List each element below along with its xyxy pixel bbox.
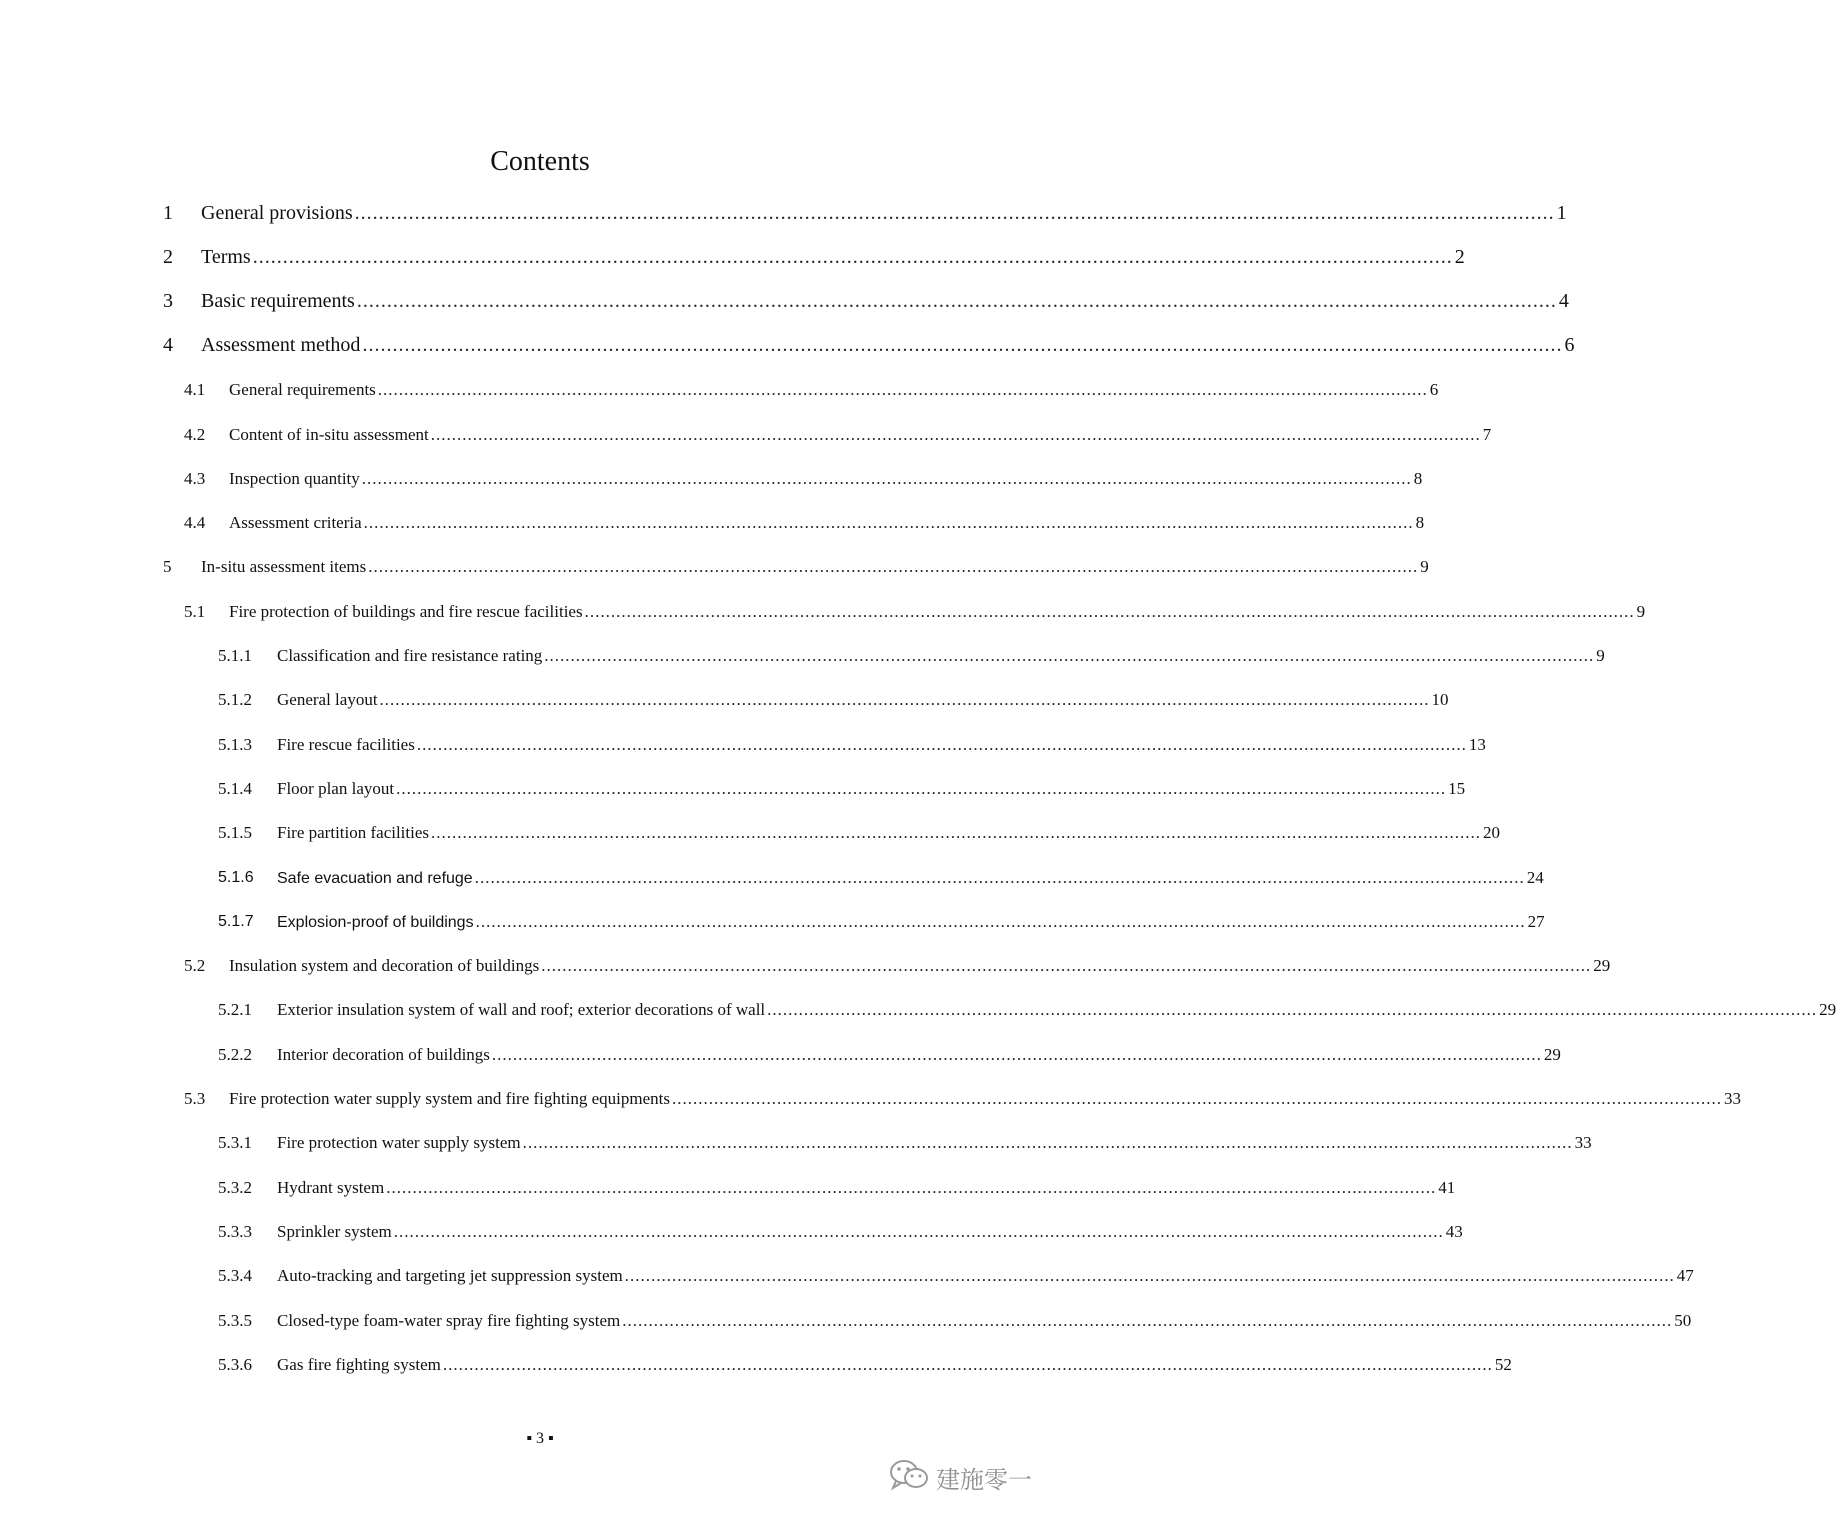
- toc-leader-dots: ........................................................................................................................................................................................................: [362, 334, 1563, 357]
- toc-entry[interactable]: [0, 678, 1449, 722]
- toc-page-number: 13: [1468, 734, 1486, 754]
- toc-label: Basic requirements: [201, 290, 355, 313]
- toc-label: Fire protection of buildings and fire rescue facilities: [229, 601, 583, 621]
- toc-label: Fire partition facilities: [277, 823, 430, 843]
- toc-number: 5.3.3: [218, 1221, 252, 1241]
- toc-label: General provisions: [201, 201, 353, 224]
- toc-label: General requirements: [229, 380, 376, 400]
- toc-entry[interactable]: [0, 723, 1486, 767]
- page-number: ▪ 3 ▪: [526, 1430, 554, 1447]
- toc-page-number: 43: [1445, 1221, 1463, 1241]
- toc-entry[interactable]: [0, 191, 1567, 235]
- toc-label: Insulation system and decoration of buildings: [229, 956, 540, 976]
- toc-entry[interactable]: [0, 1166, 1456, 1210]
- toc-leader-dots: ........................................................................................................................................................................................................: [622, 1310, 1673, 1330]
- toc-label: Fire protection water supply system and fire fighting equipments: [229, 1089, 670, 1108]
- toc-label: In-situ assessment items: [201, 557, 367, 577]
- toc-leader-dots: ........................................................................................................................................................................................................: [368, 557, 1419, 577]
- toc-page-number: 1: [1556, 201, 1567, 224]
- toc-number: 4: [163, 334, 173, 357]
- toc-leader-dots: ........................................................................................................................................................................................................: [386, 1177, 1437, 1197]
- toc-entry[interactable]: [0, 545, 1429, 589]
- toc-entry[interactable]: [0, 856, 1544, 900]
- toc-leader-dots: ........................................................................................................................................................................................................: [379, 690, 1430, 710]
- toc-page-number: 41: [1438, 1177, 1456, 1197]
- toc-entry[interactable]: [0, 944, 1611, 988]
- toc-label: Hydrant system: [277, 1177, 385, 1197]
- toc-leader-dots: ........................................................................................................................................................................................................: [475, 911, 1526, 931]
- toc-number: 5.1.5: [218, 823, 252, 843]
- toc-entry[interactable]: [0, 501, 1425, 545]
- toc-number: 5.1.3: [218, 734, 252, 754]
- toc-page-number: 24: [1526, 867, 1544, 887]
- toc-number: 3: [163, 290, 173, 313]
- toc-page-number: 20: [1483, 823, 1501, 843]
- toc-page-number: 8: [1415, 513, 1425, 533]
- toc-number: 5.1.4: [218, 778, 252, 798]
- toc-label: Sprinkler system: [277, 1221, 392, 1241]
- toc-leader-dots: ........................................................................................................................................................................................................: [356, 290, 1557, 313]
- toc-page-number: 47: [1676, 1266, 1694, 1286]
- toc-page-number: 29: [1543, 1044, 1561, 1064]
- toc-leader-dots: ........................................................................................................................................................................................................: [361, 468, 1412, 488]
- toc-entry[interactable]: [0, 1299, 1692, 1343]
- toc-entry[interactable]: [0, 767, 1466, 811]
- toc-number: 5.1.1: [218, 646, 252, 665]
- page-title: Contents: [490, 146, 590, 177]
- toc-leader-dots: ........................................................................................................................................................................................................: [430, 424, 1481, 444]
- toc-number: 5.3.1: [218, 1133, 252, 1153]
- toc-label: Content of in-situ assessment: [229, 424, 429, 444]
- toc-number: 5.1.7: [218, 912, 254, 930]
- toc-leader-dots: ........................................................................................................................................................................................................: [416, 734, 1467, 754]
- toc-entry[interactable]: [0, 900, 1545, 944]
- toc-entry[interactable]: [0, 457, 1423, 501]
- toc-entry[interactable]: [0, 634, 1605, 678]
- toc-leader-dots: ........................................................................................................................................................................................................: [671, 1089, 1722, 1108]
- toc-label: Assessment method: [201, 334, 361, 357]
- toc-entry[interactable]: [0, 811, 1501, 855]
- toc-page-number: 27: [1527, 911, 1545, 931]
- toc-leader-dots: ........................................................................................................................................................................................................: [393, 1221, 1444, 1241]
- toc-entry[interactable]: [0, 1121, 1592, 1165]
- toc-page-number: 9: [1636, 601, 1646, 621]
- toc-page-number: 15: [1448, 778, 1466, 798]
- toc-label: Explosion-proof of buildings: [277, 913, 474, 931]
- toc-page-number: 8: [1413, 468, 1423, 488]
- toc-number: 5.3: [184, 1089, 206, 1108]
- toc-leader-dots: ........................................................................................................................................................................................................: [396, 778, 1447, 798]
- toc-label: Auto-tracking and targeting jet suppression system: [277, 1266, 623, 1286]
- toc-label: Safe evacuation and refuge: [277, 869, 473, 887]
- toc-page-number: 33: [1574, 1133, 1592, 1153]
- toc-number: 5.1: [184, 601, 206, 621]
- toc-entry[interactable]: [0, 590, 1646, 634]
- toc-entry[interactable]: [0, 988, 1836, 1032]
- toc-label: Terms: [201, 245, 251, 268]
- toc-leader-dots: ........................................................................................................................................................................................................: [354, 201, 1555, 224]
- wechat-icon: [888, 1458, 930, 1497]
- toc-entry[interactable]: [0, 324, 1575, 368]
- toc-label: General layout: [277, 690, 378, 710]
- toc-page-number: 2: [1454, 245, 1465, 268]
- toc-page-number: 9: [1596, 646, 1605, 665]
- toc-number: 5.2.2: [218, 1044, 252, 1064]
- toc-number: 4.3: [184, 468, 206, 488]
- toc-leader-dots: ........................................................................................................................................................................................................: [491, 1044, 1542, 1064]
- watermark-text: 建施零一: [936, 1466, 1032, 1494]
- toc-entry[interactable]: [0, 413, 1492, 457]
- toc-leader-dots: ........................................................................................................................................................................................................: [767, 1000, 1818, 1020]
- toc-label: Fire protection water supply system: [277, 1133, 521, 1153]
- toc-label: Floor plan layout: [277, 778, 395, 798]
- toc-number: 5.3.2: [218, 1177, 252, 1197]
- toc-number: 5.1.6: [218, 868, 254, 886]
- toc-page-number: 10: [1431, 690, 1449, 710]
- toc-leader-dots: ........................................................................................................................................................................................................: [544, 646, 1595, 665]
- toc-leader-dots: ........................................................................................................................................................................................................: [522, 1133, 1573, 1153]
- toc-entry[interactable]: [0, 1077, 1741, 1121]
- toc-label: Assessment criteria: [229, 513, 362, 533]
- toc-page-number: 7: [1482, 424, 1492, 444]
- toc-page-number: 4: [1558, 290, 1569, 313]
- toc-page-number: 50: [1674, 1310, 1692, 1330]
- toc-page-number: 29: [1593, 956, 1611, 976]
- toc-label: Exterior insulation system of wall and roof; exterior decorations of wall: [277, 1000, 766, 1020]
- toc-label: Closed-type foam-water spray fire fighting system: [277, 1310, 621, 1330]
- toc-entry[interactable]: [0, 1343, 1512, 1387]
- toc-label: Interior decoration of buildings: [277, 1044, 490, 1064]
- toc-page-number: 9: [1420, 557, 1429, 577]
- toc-leader-dots: ........................................................................................................................................................................................................: [377, 380, 1428, 400]
- toc-leader-dots: ........................................................................................................................................................................................................: [624, 1266, 1675, 1286]
- toc-page-number: 6: [1429, 380, 1439, 400]
- toc-number: 5.1.2: [218, 690, 252, 710]
- toc-entry[interactable]: [0, 1254, 1694, 1298]
- toc-number: 5.2.1: [218, 1000, 252, 1020]
- toc-number: 5.2: [184, 956, 206, 976]
- toc-number: 1: [163, 201, 173, 224]
- toc-entry[interactable]: [0, 1033, 1561, 1077]
- toc-number: 4.1: [184, 380, 206, 400]
- toc-entry[interactable]: [0, 1210, 1463, 1254]
- toc-leader-dots: ........................................................................................................................................................................................................: [474, 867, 1525, 887]
- toc-leader-dots: ........................................................................................................................................................................................................: [541, 956, 1592, 976]
- toc-leader-dots: ........................................................................................................................................................................................................: [584, 601, 1635, 621]
- toc-leader-dots: ........................................................................................................................................................................................................: [363, 513, 1414, 533]
- toc-label: Fire rescue facilities: [277, 734, 415, 754]
- toc-page-number: 29: [1819, 1000, 1836, 1020]
- watermark: [888, 1458, 1032, 1497]
- toc-number: 5.3.5: [218, 1310, 252, 1330]
- toc-leader-dots: ........................................................................................................................................................................................................: [252, 245, 1453, 268]
- toc-entry[interactable]: [0, 235, 1465, 279]
- toc-number: 5: [163, 557, 172, 577]
- toc-number: 5.3.6: [218, 1354, 252, 1374]
- toc-number: 2: [163, 245, 173, 268]
- toc-number: 4.2: [184, 424, 206, 444]
- toc-number: 5.3.4: [218, 1266, 252, 1286]
- toc-page-number: 6: [1564, 334, 1575, 357]
- toc-label: Gas fire fighting system: [277, 1354, 441, 1374]
- toc-page-number: 52: [1494, 1354, 1512, 1374]
- toc-leader-dots: ........................................................................................................................................................................................................: [431, 823, 1482, 843]
- toc-entry[interactable]: [0, 280, 1569, 324]
- toc-page-number: 33: [1723, 1089, 1741, 1108]
- toc-leader-dots: ........................................................................................................................................................................................................: [442, 1354, 1493, 1374]
- toc-number: 4.4: [184, 513, 206, 533]
- toc-entry[interactable]: [0, 368, 1439, 412]
- toc-label: Classification and fire resistance rating: [277, 646, 543, 665]
- toc-label: Inspection quantity: [229, 468, 360, 488]
